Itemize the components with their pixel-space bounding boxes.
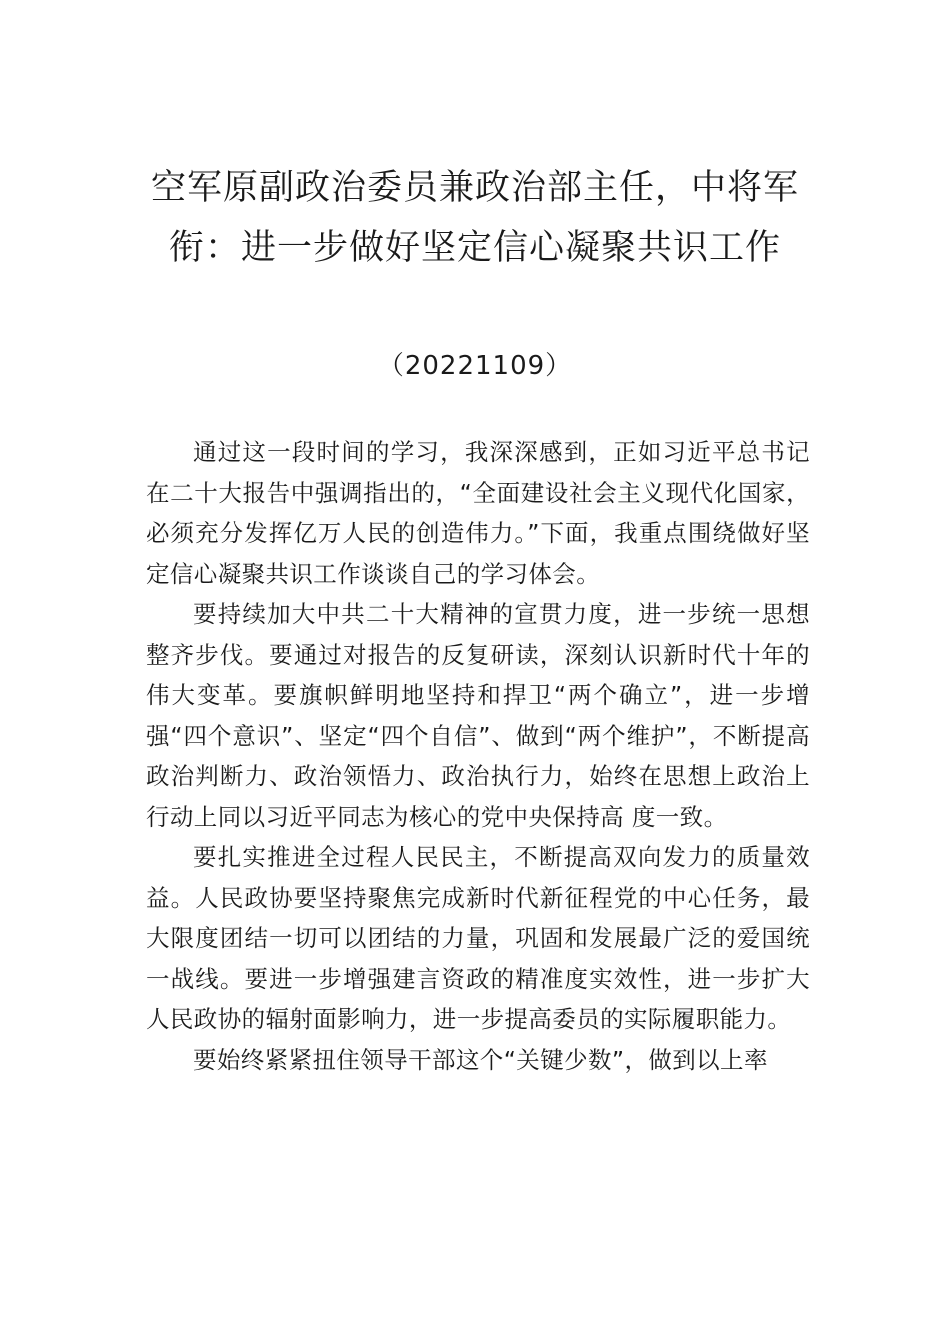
document-title: 空军原副政治委员兼政治部主任，中将军衔：进一步做好坚定信心凝聚共识工作 bbox=[150, 168, 799, 268]
document-date: （20221109） bbox=[377, 351, 573, 381]
paragraph: 要持续加大中共二十大精神的宣贯力度，进一步统一思想整齐步伐。要通过对报告的反复研读，深刻认识新时代十年的伟大变革。要旗帜鲜明地坚持和捍卫“两个确立”，进一步增强“四个意识”、坚定“四个自信”、做到“两个维护”，不断提高政治判断力、政治领悟力、政治执行力，始终在思想上政治上行动上同以习近平同志为核心的党中央保持高 度一致。 bbox=[146, 600, 810, 831]
paragraph: 要扎实推进全过程人民民主，不断提高双向发力的质量效益。人民政协要坚持聚焦完成新时代新征程党的中心任务，最大限度团结一切可以团结的力量，巩固和发展最广泛的爱国统一战线。要进一步增强建言资政的精准度实效性，进一步扩大人民政协的辐射面影响力，进一步提高委员的实际履职能力。 bbox=[146, 843, 810, 1033]
paragraph: 通过这一段时间的学习，我深深感到，正如习近平总书记在二十大报告中强调指出的，“全面建设社会主义现代化国家，必须充分发挥亿万人民的创造伟力。”下面，我重点围绕做好坚定信心凝聚共识工作谈谈自己的学习体会。 bbox=[146, 438, 810, 588]
paragraph: 要始终紧紧扭住领导干部这个“关键少数”，做到以上率 bbox=[193, 1045, 768, 1074]
document-body bbox=[146, 432, 810, 1080]
